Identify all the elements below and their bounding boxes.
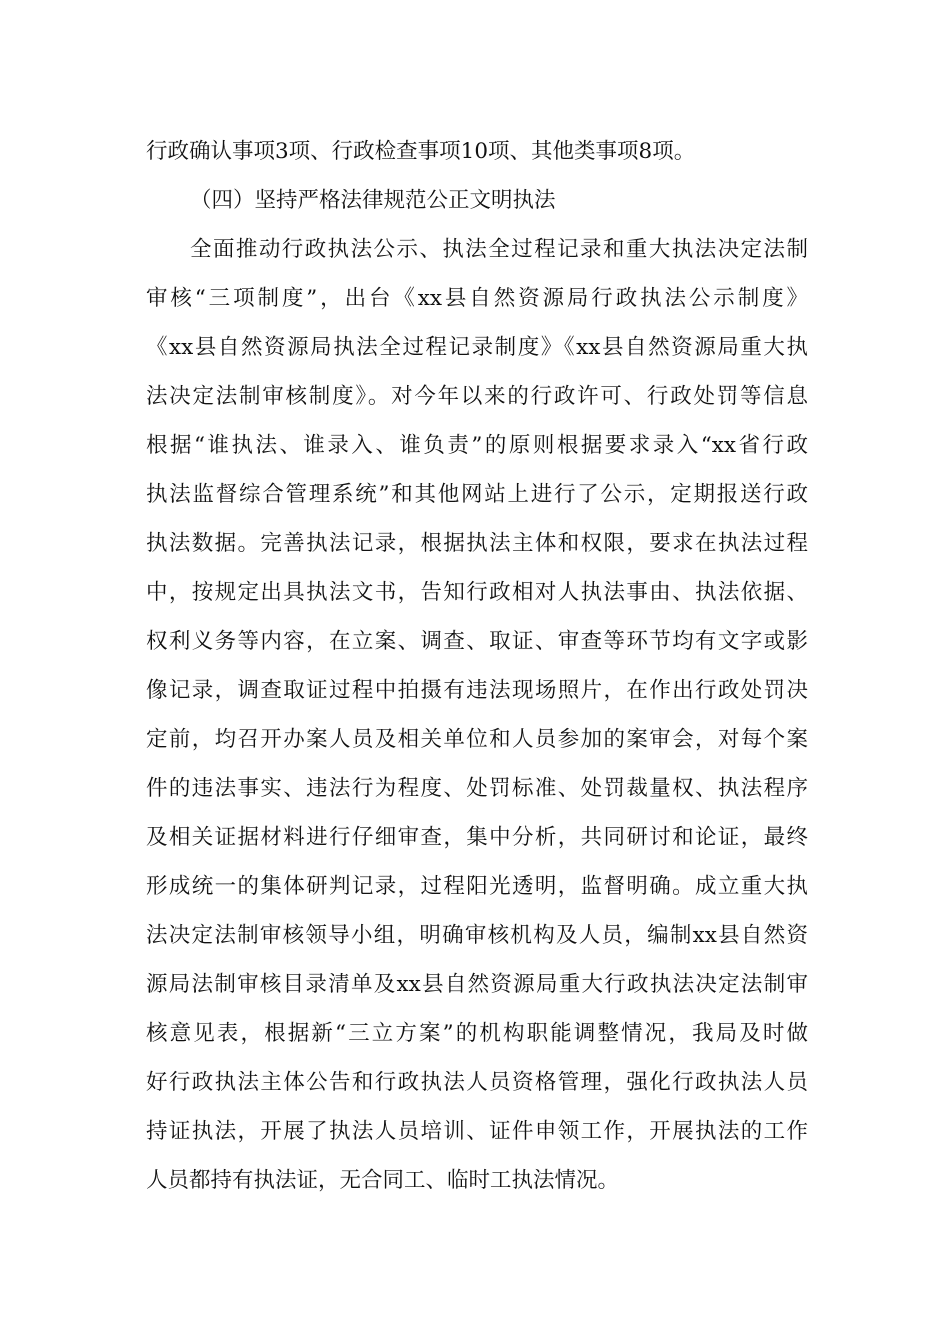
text-line: 执法数据。完善执法记录，根据执法主体和权限，要求在执法过程 [146,531,808,556]
text-line: 件的违法事实、违法行为程度、处罚标准、处罚裁量权、执法程序 [146,776,808,801]
text-line: 核意见表，根据新“三立方案”的机构职能调整情况，我局及时做 [146,1021,808,1046]
text-line: 持证执法，开展了执法人员培训、证件申领工作，开展执法的工作 [146,1119,808,1144]
text-line: 行政确认事项3项、行政检查事项10项、其他类事项8项。 [146,139,696,164]
document-body [146,127,808,1205]
text-line: 像记录，调查取证过程中拍摄有违法现场照片，在作出行政处罚决 [146,678,808,703]
section-heading: （四）坚持严格法律规范公正文明执法 [190,188,556,213]
text-line: 好行政执法主体公告和行政执法人员资格管理，强化行政执法人员 [146,1070,808,1095]
text-line: 定前，均召开办案人员及相关单位和人员参加的案审会，对每个案 [146,727,808,752]
text-line: 《xx县自然资源局执法全过程记录制度》《xx县自然资源局重大执 [146,335,808,360]
text-line: 中，按规定出具执法文书，告知行政相对人执法事由、执法依据、 [146,580,808,605]
text-line: 形成统一的集体研判记录，过程阳光透明，监督明确。成立重大执 [146,874,808,899]
text-line: 法决定法制审核制度》。对今年以来的行政许可、行政处罚等信息 [146,384,808,409]
text-line: 法决定法制审核领导小组，明确审核机构及人员，编制xx县自然资 [146,923,808,948]
text-line: 源局法制审核目录清单及xx县自然资源局重大行政执法决定法制审 [146,972,808,997]
text-line: 执法监督综合管理系统”和其他网站上进行了公示，定期报送行政 [146,482,808,507]
text-line: 人员都持有执法证，无合同工、临时工执法情况。 [146,1168,620,1193]
text-line: 全面推动行政执法公示、执法全过程记录和重大执法决定法制 [190,237,808,262]
text-line: 根据“谁执法、谁录入、谁负责”的原则根据要求录入“xx省行政 [146,433,808,458]
text-line: 权利义务等内容，在立案、调查、取证、审查等环节均有文字或影 [146,629,808,654]
text-line: 及相关证据材料进行仔细审查，集中分析，共同研讨和论证，最终 [146,825,808,850]
text-line: 审核“三项制度”，出台《xx县自然资源局行政执法公示制度》 [146,286,808,311]
